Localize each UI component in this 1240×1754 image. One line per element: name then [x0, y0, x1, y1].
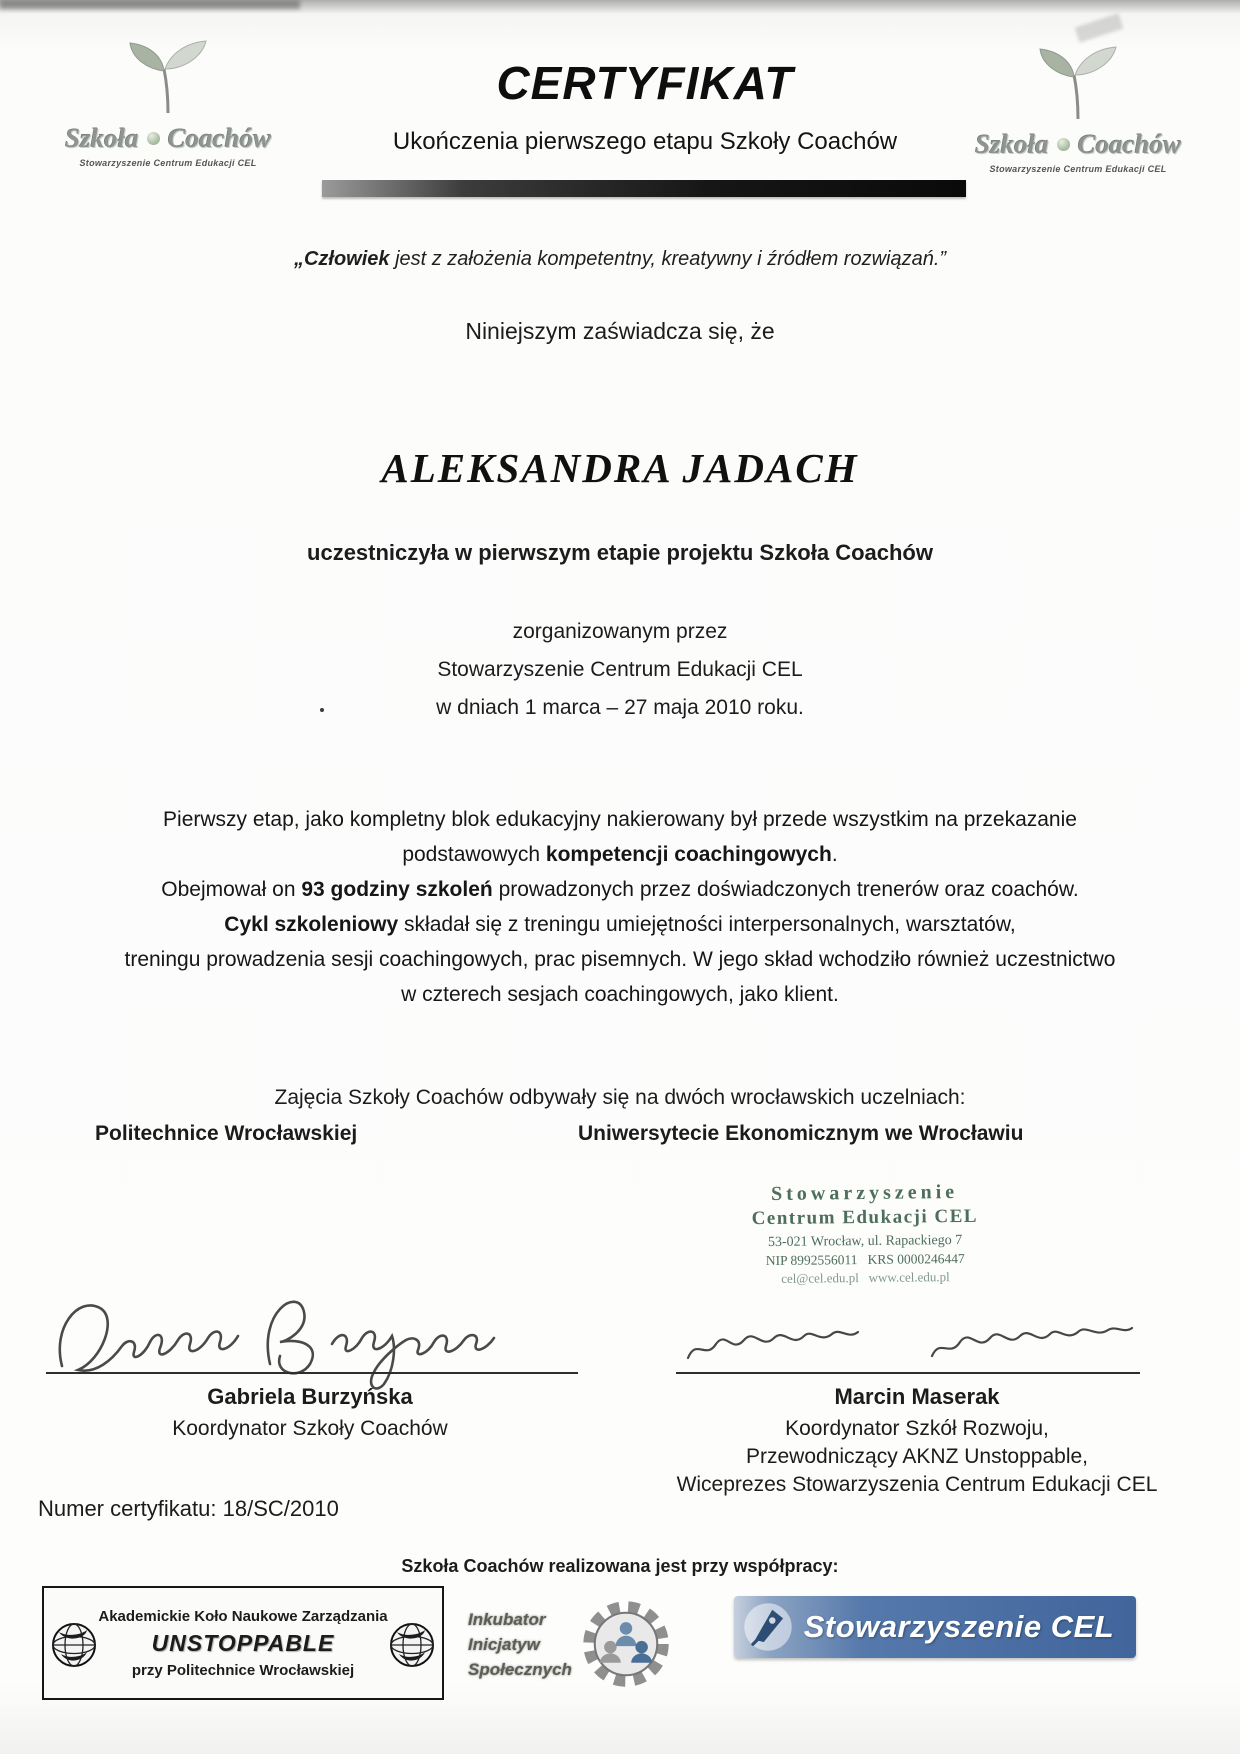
text-fragment: .	[831, 843, 838, 866]
text-fragment: podstawowych	[402, 843, 546, 866]
stamp-line-3: 53-021 Wrocław, ul. Rapackiego 7	[767, 1232, 963, 1251]
signer-left-title: Koordynator Szkoły Coachów	[172, 1417, 448, 1440]
gear-people-icon	[576, 1594, 676, 1694]
university-politechnika: Politechnice Wrocławskiej	[95, 1122, 358, 1145]
logo-tagline: Stowarzyszenie Centrum Edukacji CEL	[79, 158, 257, 168]
certificate-title: CERTYFIKAT	[496, 57, 794, 109]
organized-by-label: zorganizowanym przez	[512, 620, 728, 643]
globe-icon	[387, 1620, 437, 1670]
description-line-3	[55, 872, 1185, 907]
signature-line-right	[676, 1372, 1140, 1374]
signer-left-name: Gabriela Burzyńska	[207, 1384, 413, 1409]
university-ekonomiczny: Uniwersytecie Ekonomicznym we Wrocławiu	[578, 1122, 1024, 1145]
pen-nib-icon	[740, 1599, 796, 1655]
unstoppable-line-1: Akademickie Koło Naukowe Zarządzania	[98, 1607, 388, 1625]
quote-line	[0, 248, 1240, 271]
description-line-4	[55, 907, 1185, 942]
recipient-name: ALEKSANDRA JADACH	[381, 445, 859, 491]
quote-lead: „Człowiek	[293, 248, 390, 270]
text-fragment: Pierwszy etap, jako kompletny blok edukacyjny nakierowany był przede wszystkim na przekazanie	[163, 808, 1077, 831]
text-fragment: Obejmował on	[161, 878, 302, 901]
handwritten-signature-left	[48, 1282, 518, 1392]
description-paragraph	[55, 802, 1185, 1012]
incubator-logo	[468, 1590, 723, 1698]
seedling-icon	[118, 34, 218, 116]
logo-dot-icon	[1057, 138, 1070, 151]
scan-artifact-corner	[1075, 13, 1124, 42]
certificate-number: Numer certyfikatu: 18/SC/2010	[38, 1496, 339, 1521]
course-dates: w dniach 1 marca – 27 maja 2010 roku.	[436, 696, 804, 719]
description-line-6	[55, 977, 1185, 1012]
unstoppable-line-3: przy Politechnice Wrocławskiej	[131, 1661, 355, 1679]
logo-tagline: Stowarzyszenie Centrum Edukacji CEL	[989, 164, 1167, 174]
text-fragment: treningu prowadzenia sesji coachingowych, prac pisemnych. W jego skład wchodziło również uczestnictwo	[124, 948, 1116, 971]
logo-word2: Coachów	[1077, 129, 1182, 159]
cel-banner-label: Stowarzyszenie CEL	[803, 1609, 1115, 1644]
quote-rest: jest z założenia kompetentny, kreatywny i źródłem rozwiązań.”	[389, 248, 947, 270]
universities-intro: Zajęcia Szkoły Coachów odbywały się na dwóch wrocławskich uczelniach:	[274, 1086, 966, 1109]
unstoppable-logo	[42, 1586, 444, 1700]
handwritten-signature-right	[680, 1322, 1140, 1372]
signer-left	[40, 1384, 580, 1443]
signer-right-name: Marcin Maserak	[834, 1384, 1000, 1409]
text-fragment: składał się z treningu umiejętności interpersonalnych, warsztatów,	[398, 913, 1016, 936]
stamp-line-5: cel@cel.edu.pl www.cel.edu.pl	[781, 1269, 950, 1286]
certificate-subtitle: Ukończenia pierwszego etapu Szkoły Coachów	[392, 128, 898, 155]
seedling-icon	[1028, 40, 1128, 122]
globe-icon	[49, 1620, 99, 1670]
stamp-line-1: Stowarzyszenie	[770, 1181, 959, 1205]
incubator-line-1: Inkubator	[468, 1609, 546, 1629]
stamp-line-2: Centrum Edukacji CEL	[751, 1205, 979, 1230]
cooperation-line: Szkoła Coachów realizowana jest przy współpracy:	[401, 1556, 839, 1576]
incubator-line-3: Społecznych	[468, 1659, 572, 1679]
divider-bar	[322, 180, 966, 197]
signature-line-left	[46, 1372, 578, 1374]
text-fragment: prowadzonych przez doświadczonych trenerów oraz coachów.	[492, 878, 1079, 901]
incubator-line-2: Inicjatyw	[468, 1634, 540, 1654]
organizer-name: Stowarzyszenie Centrum Edukacji CEL	[437, 658, 803, 681]
logo-word1: Szkoła	[974, 129, 1049, 159]
signer-right	[628, 1384, 1206, 1499]
signer-right-title-1: Koordynator Szkół Rozwoju,	[785, 1417, 1049, 1440]
text-fragment: w czterech sesjach coachingowych, jako klient.	[401, 983, 839, 1006]
description-line-5	[55, 942, 1185, 977]
bold-fragment: kompetencji coachingowych	[545, 843, 832, 866]
logo-dot-icon	[147, 132, 160, 145]
bold-fragment: 93 godziny szkoleń	[301, 878, 493, 901]
signer-right-title-3: Wiceprezes Stowarzyszenia Centrum Edukacji CEL	[676, 1473, 1158, 1496]
bold-fragment: Cykl szkoleniowy	[224, 913, 399, 936]
logo-word1: Szkoła	[64, 123, 139, 153]
attest-line: Niniejszym zaświadcza się, że	[465, 318, 775, 344]
scan-artifact-top-left	[0, 0, 300, 9]
description-line-1	[55, 802, 1185, 837]
logo-wordmark	[18, 123, 318, 154]
cel-banner	[734, 1596, 1136, 1658]
description-line-2	[55, 837, 1185, 872]
organization-stamp	[699, 1180, 1030, 1287]
unstoppable-line-2: UNSTOPPABLE	[151, 1629, 335, 1656]
stamp-line-4: NIP 8992556011 KRS 0000246447	[765, 1250, 965, 1269]
incubator-text	[468, 1607, 572, 1682]
signer-right-title-2: Przewodniczący AKNZ Unstoppable,	[746, 1445, 1088, 1468]
participation-line: uczestniczyła w pierwszym etapie projektu Szkoła Coachów	[307, 540, 933, 565]
logo-word2: Coachów	[167, 123, 272, 153]
logo-szkola-coachow-left	[18, 34, 318, 168]
